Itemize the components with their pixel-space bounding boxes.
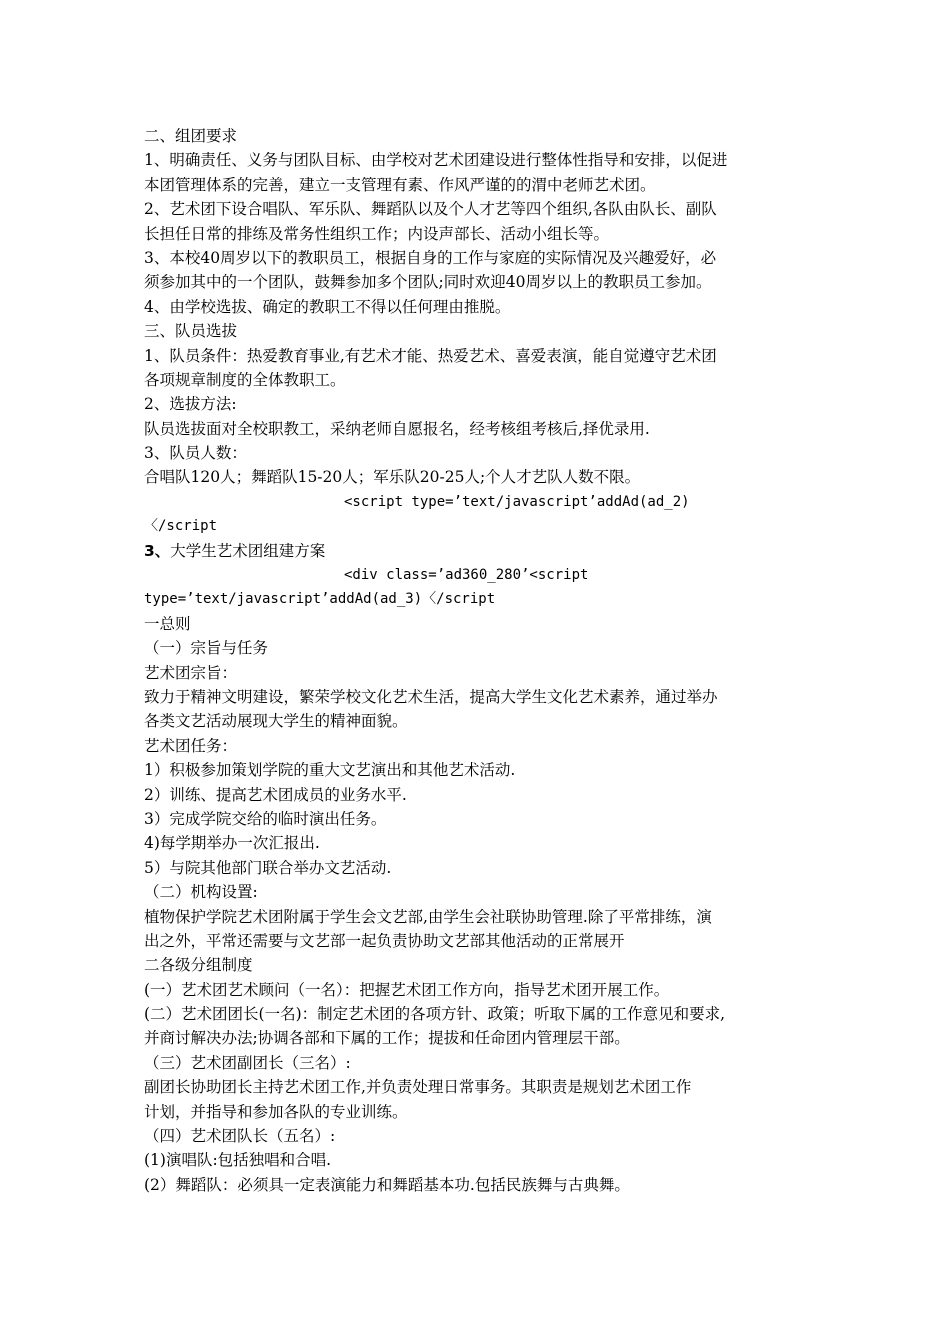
paragraph-line: 艺术团任务： (144, 736, 238, 755)
paragraph-line: 并商讨解决办法;协调各部和下属的工作；提拔和任命团内管理层干部。 (144, 1029, 630, 1048)
paragraph-line: 合唱队120人；舞蹈队15-20人；军乐队20-25人;个人才艺队人数不限。 (144, 468, 641, 487)
section-heading: 二各级分组制度 (144, 956, 253, 975)
subsection-heading: （四）艺术团队长（五名）: (144, 1127, 336, 1146)
paragraph-line: 出之外，平常还需要与文艺部一起负责协助文艺部其他活动的正常展开 (144, 931, 625, 950)
article-title (144, 539, 824, 563)
paragraph-line: 各项规章制度的全体教职工。 (144, 370, 346, 389)
list-item: 3）完成学院交给的临时演出任务。 (144, 809, 387, 828)
paragraph-line: (一）艺术团艺术顾问（一名）：把握艺术团工作方向，指导艺术团开展工作。 (144, 980, 670, 999)
list-item: 4)每学期举办一次汇报出. (144, 834, 320, 853)
code-snippet-line: <div class=’ad360_280’<script (344, 567, 589, 584)
paragraph-line: 艺术团宗旨： (144, 663, 238, 682)
paragraph-line: 长担任日常的排练及常务性组织工作；内设声部长、活动小组长等。 (144, 224, 610, 243)
paragraph-line: 1、队员条件：热爱教育事业,有艺术才能、热爱艺术、喜爱表演，能自觉遵守艺术团 (144, 346, 717, 365)
list-item: (2）舞蹈队：必须具一定表演能力和舞蹈基本功.包括民族舞与古典舞。 (144, 1175, 630, 1194)
paragraph-line: (二）艺术团团长(一名)：制定艺术团的各项方针、政策；听取下属的工作意见和要求, (144, 1005, 726, 1024)
paragraph-line: 2、选拔方法: (144, 395, 237, 414)
list-item: 1）积极参加策划学院的重大文艺演出和其他艺术活动. (144, 761, 516, 780)
list-item: 5）与院其他部门联合举办文艺活动. (144, 858, 392, 877)
paragraph-line: 3、本校40周岁以下的教职员工，根据自身的工作与家庭的实际情况及兴趣爱好，必 (144, 248, 717, 267)
paragraph-line: 4、由学校选拔、确定的教职工不得以任何理由推脱。 (144, 297, 511, 316)
paragraph-line: 1、明确责任、义务与团队目标、由学校对艺术团建设进行整体性指导和安排，以促进 (144, 151, 728, 170)
code-snippet-line: 〈/script (144, 518, 218, 535)
subsection-heading: （二）机构设置: (144, 883, 258, 902)
list-item: 2）训练、提高艺术团成员的业务水平. (144, 785, 407, 804)
list-item: (1)演唱队:包括独唱和合唱. (144, 1151, 332, 1170)
article-title-text: 大学生艺术团组建方案 (170, 541, 326, 560)
paragraph-line: 须参加其中的一个团队，鼓舞参加多个团队;同时欢迎40周岁以上的教职员工参加。 (144, 273, 712, 292)
paragraph-line: 各类文艺活动展现大学生的精神面貌。 (144, 712, 408, 731)
section-heading: 二、组团要求 (144, 127, 238, 145)
paragraph-line: 队员选拔面对全校职教工，采纳老师自愿报名，经考核组考核后,择优录用. (144, 419, 650, 438)
document-page (144, 124, 824, 1197)
article-title-number: 3、 (144, 541, 171, 560)
code-snippet-line: <script type=’text/javascript’addAd(ad_2) (344, 493, 690, 510)
subsection-heading: （三）艺术团副团长（三名）: (144, 1053, 351, 1072)
paragraph-line: 计划，并指导和参加各队的专业训练。 (144, 1102, 408, 1121)
paragraph-line: 致力于精神文明建设，繁荣学校文化艺术生活，提高大学生文化艺术素养，通过举办 (144, 687, 718, 706)
subsection-heading: （一）宗旨与任务 (144, 639, 269, 658)
paragraph-line: 3、队员人数： (144, 444, 247, 463)
paragraph-line: 2、艺术团下设合唱队、军乐队、舞蹈队以及个人才艺等四个组织,各队由队长、副队 (144, 200, 717, 219)
paragraph-line: 副团长协助团长主持艺术团工作,并负责处理日常事务。其职责是规划艺术团工作 (144, 1078, 692, 1097)
paragraph-line: 本团管理体系的完善，建立一支管理有素、作风严谨的的渭中老师艺术团。 (144, 175, 656, 194)
paragraph-line: 植物保护学院艺术团附属于学生会文艺部,由学生会社联协助管理.除了平常排练，演 (144, 907, 712, 926)
section-heading: 三、队员选拔 (144, 322, 238, 341)
section-heading: 一总则 (144, 614, 191, 633)
code-snippet-line: type=’text/javascript’addAd(ad_3)〈/script (144, 591, 496, 608)
